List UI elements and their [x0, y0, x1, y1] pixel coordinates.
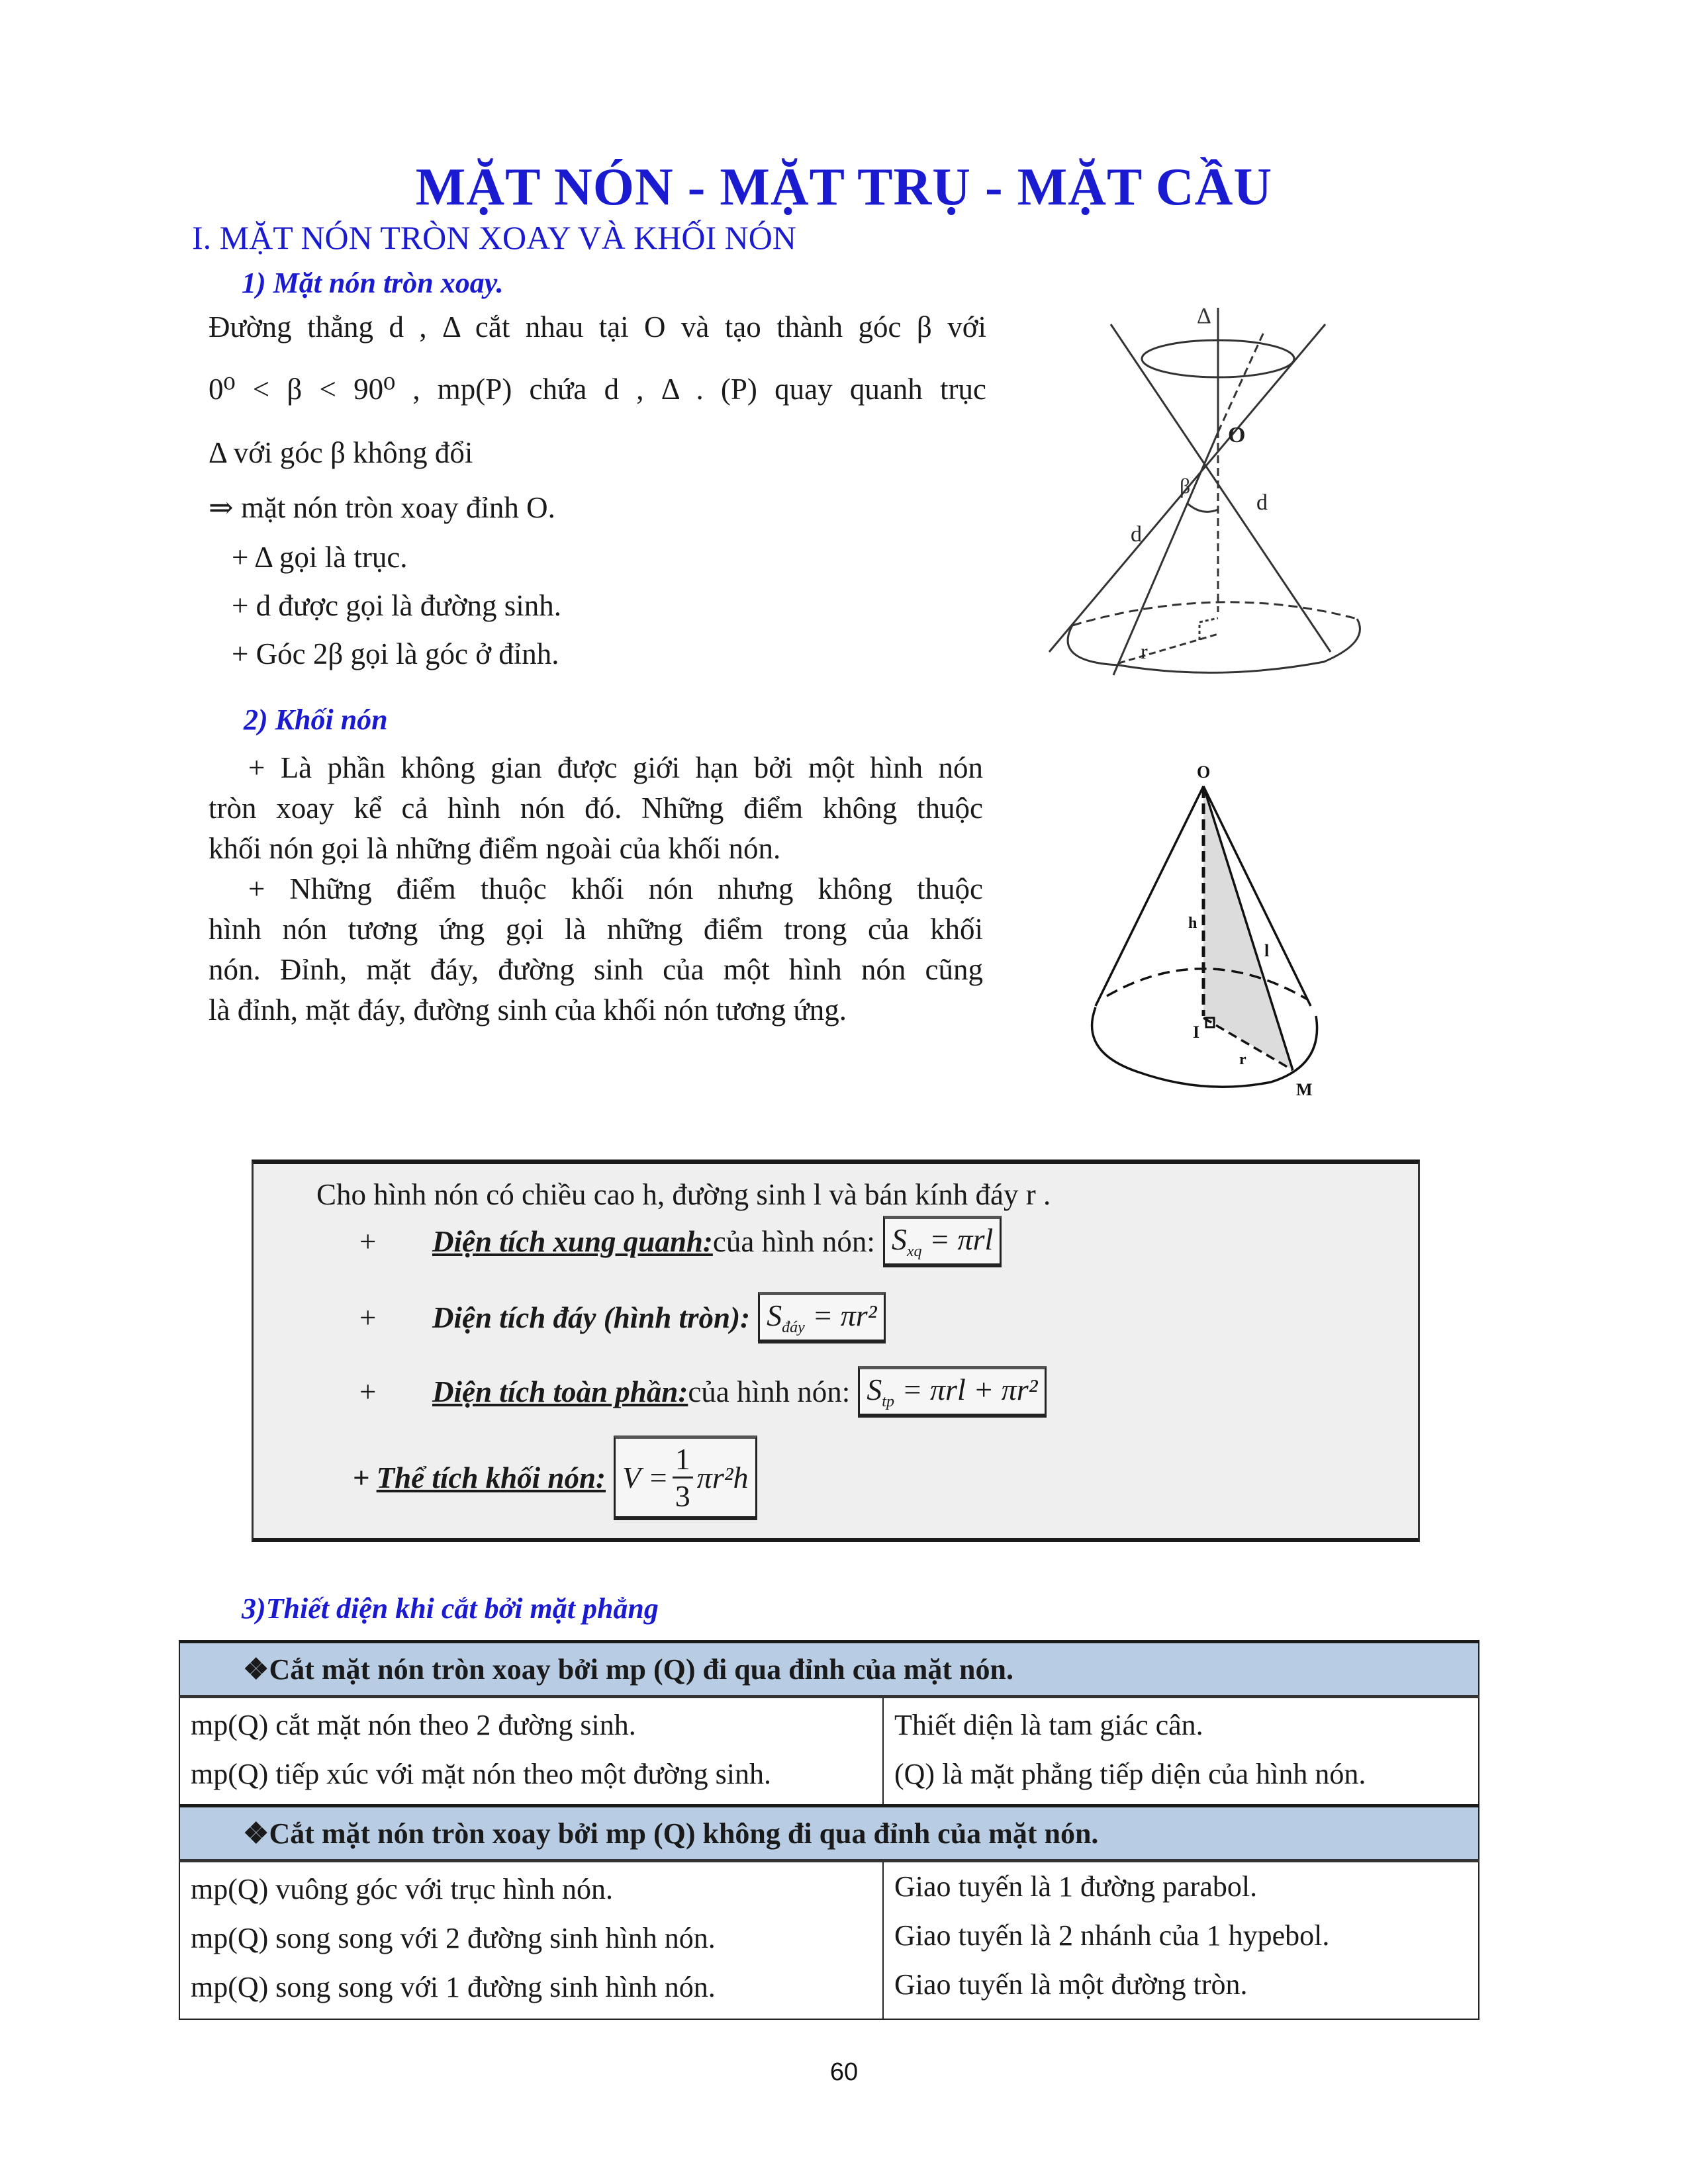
- table-cell: mp(Q) tiếp xúc với mặt nón theo một đường sinh.: [191, 1758, 771, 1790]
- group-header-through-vertex: ❖Cắt mặt nón tròn xoay bởi mp (Q) đi qua đỉnh của mặt nón.: [179, 1642, 1479, 1697]
- table-cell: mp(Q) song song với 1 đường sinh hình nón.: [191, 1971, 716, 2003]
- table-cell: (Q) là mặt phẳng tiếp diện của hình nón.: [894, 1758, 1366, 1790]
- definition-line-1: Đường thẳng d , Δ cắt nhau tại O và tạo thành góc β với: [209, 310, 986, 343]
- formula-intro: Cho hình nón có chiều cao h, đường sinh l và bán kính đáy r .: [316, 1178, 1051, 1211]
- generatrix-left-label: d: [1131, 522, 1142, 547]
- table-cell: Thiết diện là tam giác cân.: [894, 1709, 1203, 1741]
- point-label: M: [1296, 1080, 1313, 1099]
- height-label: h: [1188, 915, 1197, 932]
- page-title: MẶT NÓN - MẶT TRỤ - MẶT CẦU: [415, 158, 1273, 216]
- note-generatrix: + d được gọi là đường sinh.: [232, 589, 561, 622]
- formula-total-area: + Diện tích toàn phần: của hình nón: $S_{tp} = \pi rl + \pi r^2$: [359, 1366, 1047, 1418]
- cone-diagram: [1046, 748, 1350, 1118]
- solid-cone-paragraph: + Là phần không gian được giới hạn bởi một hình nón tròn xoay kể cả hình nón đó. Những điểm không thuộc khối nón gọi là những điểm ngoài của khối nón. + Những điểm thuộc khối nón nhưng không thuộc hình nón tương ứng gọi là những điểm trong của khối nón. Đỉnh, mặt đáy, đường sinh của một hình nón cũng là đỉnh, mặt đáy, đường sinh của khối nón tương ứng.: [209, 751, 983, 1026]
- subsection-heading-1: 1) Mặt nón tròn xoay.: [242, 267, 504, 299]
- radius-label: r: [1141, 639, 1148, 663]
- slant-label: l: [1264, 941, 1270, 960]
- cross-section-table: [179, 1640, 1479, 2020]
- table-cell: mp(Q) cắt mặt nón theo 2 đường sinh.: [191, 1709, 636, 1741]
- lateral-area-formula: $S_{xq} = \pi rl$: [883, 1216, 1002, 1267]
- table-group-header: [179, 1642, 1479, 1697]
- generatrix-right-label: d: [1256, 490, 1268, 515]
- note-axis: + Δ gọi là trục.: [232, 541, 408, 574]
- double-cone-diagram: [1026, 291, 1423, 702]
- definition-line-2: 0⁰ < β < 90⁰ , mp(P) chứa d , Δ . (P) quay quanh trục: [209, 373, 986, 406]
- formula-lateral-area: + Diện tích xung quanh: của hình nón: $S_{xq} = \pi rl$: [359, 1216, 1002, 1267]
- volume-formula: V = $\frac{1}{3}$ πr²h: [614, 1435, 757, 1520]
- table-cell: Giao tuyến là 2 nhánh của 1 hypebol.: [894, 1919, 1330, 1952]
- table-cell: Giao tuyến là 1 đường parabol.: [894, 1870, 1258, 1903]
- total-area-formula: $S_{tp} = \pi rl + \pi r^2$: [858, 1366, 1046, 1418]
- angle-label: β: [1180, 474, 1191, 498]
- vertex-label: O: [1228, 423, 1246, 447]
- formula-box: [252, 1160, 1420, 1542]
- table-cell: mp(Q) song song với 2 đường sinh hình nón.: [191, 1922, 716, 1954]
- note-vertex-angle: + Góc 2β gọi là góc ở đỉnh.: [232, 637, 559, 670]
- result-line: ⇒ mặt nón tròn xoay đỉnh O.: [209, 491, 555, 524]
- table-cell: Giao tuyến là một đường tròn.: [894, 1968, 1248, 2001]
- base-area-formula: $S_{đáy} = \pi r^2$: [758, 1292, 885, 1343]
- subsection-heading-3: 3)Thiết diện khi cắt bởi mặt phẳng: [242, 1592, 659, 1625]
- center-label: I: [1193, 1023, 1200, 1042]
- radius-label: r: [1239, 1051, 1246, 1068]
- table-group-header: [179, 1806, 1479, 1861]
- formula-base-area: + Diện tích đáy (hình tròn): $S_{đáy} = \pi r^2$: [359, 1292, 886, 1343]
- vertex-label: O: [1197, 762, 1211, 782]
- table-cell: mp(Q) vuông góc với trục hình nón.: [191, 1873, 613, 1905]
- subsection-heading-2: 2) Khối nón: [244, 704, 388, 736]
- axis-label: Δ: [1197, 304, 1211, 328]
- formula-volume: + Thể tích khối nón: V = $\frac{1}{3}$ πr²h: [353, 1435, 757, 1520]
- definition-line-3: Δ với góc β không đổi: [209, 436, 473, 469]
- page-number: 60: [829, 2058, 859, 2086]
- group-header-not-through-vertex: ❖Cắt mặt nón tròn xoay bởi mp (Q) không đi qua đỉnh của mặt nón.: [179, 1806, 1479, 1861]
- section-heading: I. MẶT NÓN TRÒN XOAY VÀ KHỐI NÓN: [192, 219, 796, 256]
- table-row: [179, 1697, 1479, 1806]
- table-row: [179, 1861, 1479, 2020]
